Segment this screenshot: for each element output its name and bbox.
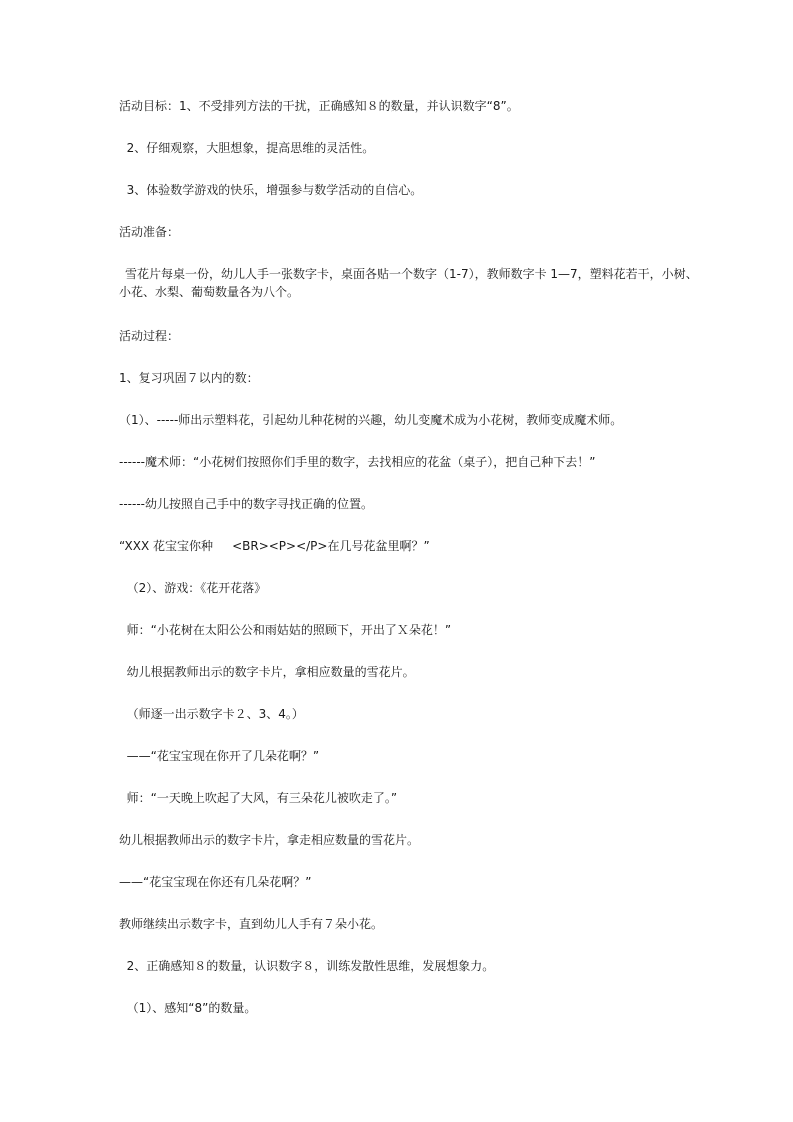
game-title: （2）、游戏：《花开花落》 bbox=[119, 581, 267, 595]
goal-3: 3、体验数学游戏的快乐，增强参与数学活动的自信心。 bbox=[119, 183, 423, 197]
step-2-1: （1）、感知“8”的数量。 bbox=[119, 1001, 257, 1015]
children-remove-snowflakes: 幼儿根据教师出示的数字卡片，拿走相应数量的雪花片。 bbox=[119, 833, 420, 847]
how-many-bloomed: ——“花宝宝现在你开了几朵花啊？” bbox=[119, 749, 320, 763]
step-1-heading: 1、复习巩固７以内的数： bbox=[119, 371, 259, 385]
flower-baby-question: “XXX 花宝宝你种 <BR><P></P>在几号花盆里啊？” bbox=[119, 539, 430, 553]
how-many-left: ——“花宝宝现在你还有几朵花啊？” bbox=[119, 875, 312, 889]
magician-line: ------魔术师：“小花树们按照你们手里的数字，去找相应的花盆（桌子），把自己种下去！” bbox=[119, 455, 596, 469]
step-2-heading: 2、正确感知８的数量，认识数字８，训练发散性思维，发展想象力。 bbox=[119, 959, 495, 973]
preparation-text: 雪花片每桌一份，幼儿人手一张数字卡，桌面各贴一个数字（1-7），教师数字卡 1—7，塑料花若干，小树、小花、水梨、葡萄数量各为八个。 bbox=[119, 267, 698, 299]
teacher-shows-cards: （师逐一出示数字卡２、3、4。） bbox=[119, 707, 304, 721]
process-heading: 活动过程： bbox=[119, 329, 180, 343]
teacher-flowers-bloom: 师：“小花树在太阳公公和雨姑姑的照顾下，开出了Ｘ朵花！” bbox=[119, 623, 452, 637]
goal-1: 活动目标：1、不受排列方法的干扰，正确感知８的数量，并认识数字“8”。 bbox=[119, 99, 519, 113]
goal-2: 2、仔细观察，大胆想象，提高思维的灵活性。 bbox=[119, 141, 375, 155]
preparation-heading: 活动准备： bbox=[119, 225, 180, 239]
children-take-snowflakes: 幼儿根据教师出示的数字卡片，拿相应数量的雪花片。 bbox=[119, 665, 415, 679]
until-seven-flowers: 教师继续出示数字卡，直到幼儿人手有７朵小花。 bbox=[119, 917, 384, 931]
children-find-position: ------幼儿按照自己手中的数字寻找正确的位置。 bbox=[119, 497, 373, 511]
wind-blew: 师：“一天晚上吹起了大风，有三朵花儿被吹走了。” bbox=[119, 791, 398, 805]
step-1-1: （1）、-----师出示塑料花，引起幼儿种花树的兴趣，幼儿变魔术成为小花树，教师变成魔术师。 bbox=[119, 413, 623, 427]
